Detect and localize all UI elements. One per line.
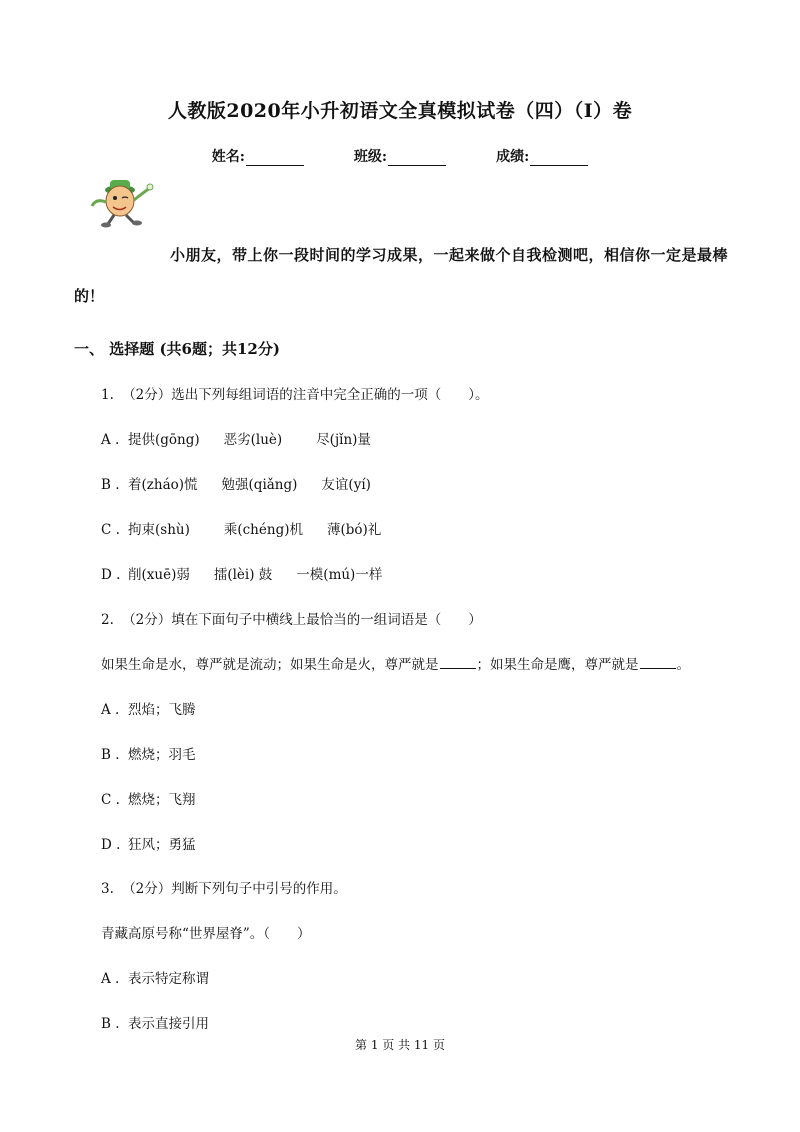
q3-option-a[interactable] <box>101 967 209 987</box>
question-1 <box>101 383 489 403</box>
intro-line-2: 的！ <box>74 287 105 305</box>
option-text: 表示特定称谓 <box>128 971 209 987</box>
option-text: 燃烧；飞翔 <box>128 792 196 808</box>
option-word: 友谊(yí) <box>321 477 371 493</box>
question-2 <box>101 608 482 628</box>
question-number: 3. <box>101 881 114 897</box>
score-label: 成绩: <box>496 149 530 165</box>
exam-title: 人教版2020年小升初语文全真模拟试卷（四）（I）卷 <box>167 100 633 122</box>
q1-option-d[interactable] <box>101 563 382 583</box>
class-blank[interactable] <box>388 153 446 166</box>
option-word: 着(zháo)慌 <box>128 477 198 493</box>
q2-option-c[interactable] <box>101 788 196 808</box>
q1-option-b[interactable] <box>101 473 371 493</box>
class-field[interactable] <box>354 146 446 166</box>
option-letter: C . <box>101 522 120 538</box>
question-3 <box>101 877 347 897</box>
fill-blank[interactable] <box>440 656 476 669</box>
student-info-row <box>0 146 800 166</box>
section-heading: 一、 选择题 (共6题；共12分) <box>74 340 280 358</box>
option-word: 勉强(qiǎng) <box>221 477 298 493</box>
option-letter: C . <box>101 792 120 808</box>
option-word: 提供(gōng) <box>128 432 200 448</box>
name-field[interactable] <box>212 146 304 166</box>
q3-sentence: 青藏高原号称“世界屋脊”。（ ） <box>101 926 311 942</box>
question-number: 1. <box>101 387 114 403</box>
option-word: 一模(mú)一样 <box>296 567 383 583</box>
option-word: 削(xuē)弱 <box>128 567 190 583</box>
option-letter: A . <box>101 432 120 448</box>
q3-option-b[interactable] <box>101 1012 209 1032</box>
question-number: 2. <box>101 612 114 628</box>
question-text: （2分）填在下面句子中横线上最恰当的一组词语是（ ） <box>122 612 482 628</box>
q2-option-b[interactable] <box>101 743 196 763</box>
sentence-part: 。 <box>676 657 690 673</box>
option-letter: D . <box>101 837 121 853</box>
question-text: （2分）判断下列句子中引号的作用。 <box>122 881 347 897</box>
q2-sentence <box>101 653 690 673</box>
score-blank[interactable] <box>530 153 588 166</box>
option-letter: A . <box>101 702 120 718</box>
q1-option-a[interactable] <box>101 428 371 448</box>
option-word: 尽(jǐn)量 <box>316 432 371 448</box>
sentence-part: ；如果生命是鹰，尊严就是 <box>476 657 639 673</box>
option-letter: D . <box>101 567 121 583</box>
fill-blank[interactable] <box>640 656 676 669</box>
option-text: 狂风；勇猛 <box>128 837 196 853</box>
option-word: 擂(lèi) 鼓 <box>213 567 273 583</box>
page-footer: 第 1 页 共 11 页 <box>355 1038 445 1052</box>
option-letter: B . <box>101 747 120 763</box>
q2-option-a[interactable] <box>101 698 196 718</box>
q2-option-d[interactable] <box>101 833 196 853</box>
option-word: 乘(chéng)机 <box>223 522 303 538</box>
option-text: 烈焰；飞腾 <box>128 702 196 718</box>
sentence-part: 如果生命是水，尊严就是流动；如果生命是火，尊严就是 <box>101 657 439 673</box>
option-letter: A . <box>101 971 120 987</box>
option-word: 拘束(shù) <box>128 522 190 538</box>
mascot-illustration <box>84 172 156 228</box>
option-text: 表示直接引用 <box>128 1016 209 1032</box>
option-letter: B . <box>101 1016 120 1032</box>
option-word: 恶劣(luè) <box>223 432 283 448</box>
name-blank[interactable] <box>246 153 304 166</box>
name-label: 姓名: <box>211 149 245 165</box>
question-text: （2分）选出下列每组词语的注音中完全正确的一项（ ）。 <box>122 387 489 403</box>
option-text: 燃烧；羽毛 <box>128 747 196 763</box>
score-field[interactable] <box>496 146 588 166</box>
class-label: 班级: <box>353 149 388 165</box>
q1-option-c[interactable] <box>101 518 381 538</box>
option-letter: B . <box>101 477 120 493</box>
intro-line-1: 小朋友，带上你一段时间的学习成果，一起来做个自我检测吧，相信你一定是最棒 <box>170 246 729 264</box>
option-word: 薄(bó)礼 <box>326 522 382 538</box>
